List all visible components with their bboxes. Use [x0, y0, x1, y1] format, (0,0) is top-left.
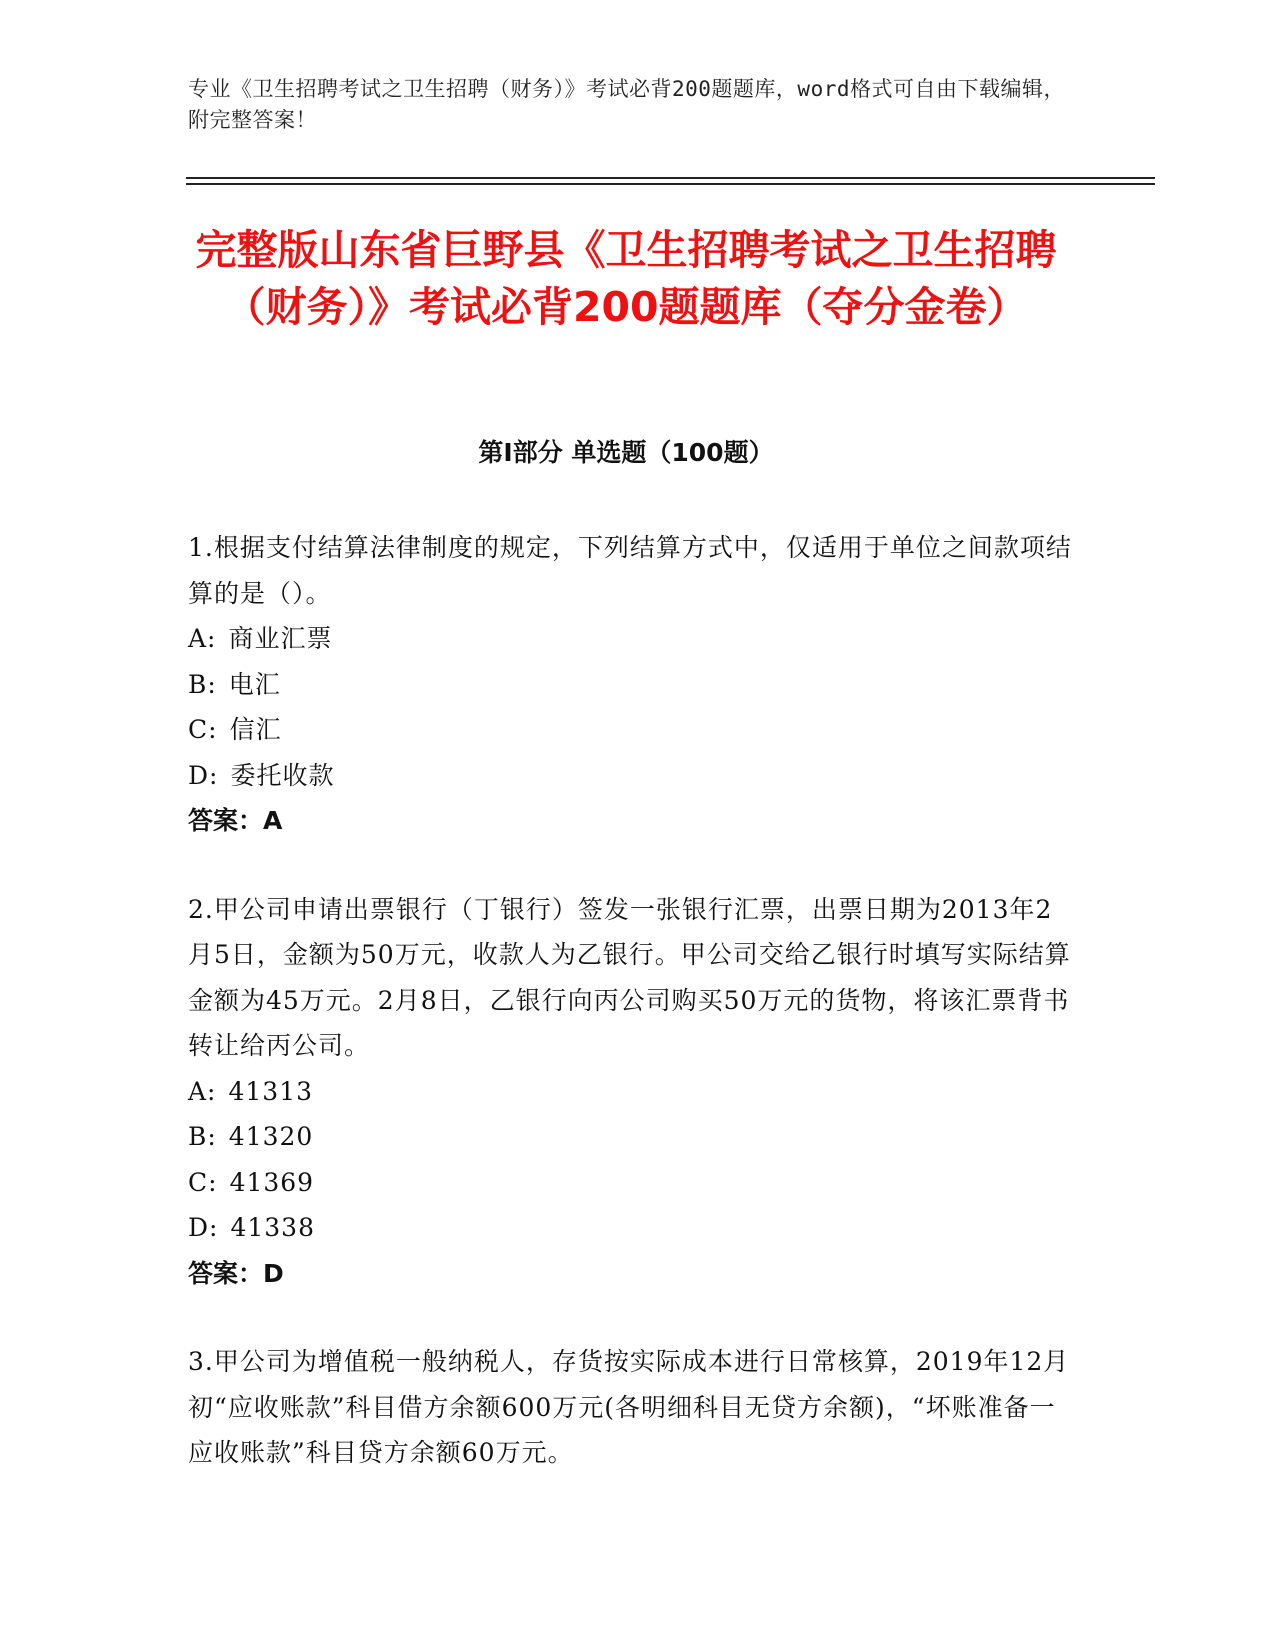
question-stem: 1.根据支付结算法律制度的规定，下列结算方式中，仅适用于单位之间款项结算的是（）。 [188, 533, 1072, 608]
question-1 [188, 525, 1078, 844]
option-b [188, 1114, 1078, 1160]
option-d [188, 1205, 1078, 1251]
option-key: A: [188, 624, 217, 653]
option-key: B: [188, 1122, 217, 1151]
question-list [188, 525, 1078, 1519]
answer-line: 答案：A [188, 806, 283, 835]
header-divider-top [186, 177, 1155, 179]
option-a [188, 1069, 1078, 1115]
option-text: 委托收款 [230, 760, 335, 790]
answer-line: 答案：D [188, 1258, 284, 1288]
option-a [188, 616, 1078, 662]
option-text: 电汇 [228, 669, 281, 699]
option-text: 41320 [228, 1122, 314, 1151]
option-text: 41313 [228, 1076, 314, 1106]
option-text: 信汇 [229, 715, 282, 744]
header-note: 专业《卫生招聘考试之卫生招聘（财务）》考试必背200题题库，word格式可自由下载编辑，附完整答案！ [188, 77, 1065, 132]
option-text: 商业汇票 [228, 624, 333, 653]
question-2 [188, 887, 1078, 1297]
question-3 [188, 1339, 1078, 1476]
header-divider-bottom [186, 183, 1155, 185]
option-c [188, 707, 1078, 753]
option-text: 41338 [230, 1213, 315, 1242]
option-key: A: [188, 1076, 217, 1106]
option-key: D: [188, 760, 219, 790]
option-text: 41369 [229, 1167, 315, 1197]
option-key: C: [188, 715, 218, 744]
section-heading: 第Ⅰ部分 单选题（100题） [478, 438, 774, 467]
option-b [188, 662, 1078, 708]
option-key: B: [188, 669, 217, 699]
option-key: D: [188, 1213, 219, 1242]
option-d [188, 753, 1078, 799]
question-stem: 3.甲公司为增值税一般纳税人，存货按实际成本进行日常核算，2019年12月初“应收账款”科目借方余额600万元(各明细科目无贷方余额)，“坏账准备一应收账款”科目贷方余额60万元。 [188, 1347, 1070, 1467]
option-c [188, 1160, 1078, 1206]
option-key: C: [188, 1167, 218, 1197]
document-title: 完整版山东省巨野县《卫生招聘考试之卫生招聘（财务）》考试必背200题题库（夺分金卷） [195, 226, 1057, 331]
question-stem: 2.甲公司申请出票银行（丁银行）签发一张银行汇票，出票日期为2013年2月5日，金额为50万元，收款人为乙银行。甲公司交给乙银行时填写实际结算金额为45万元。2月8日，乙银行向丙公司购买50万元的货物，将该汇票背书转让给丙公司。 [188, 894, 1071, 1060]
